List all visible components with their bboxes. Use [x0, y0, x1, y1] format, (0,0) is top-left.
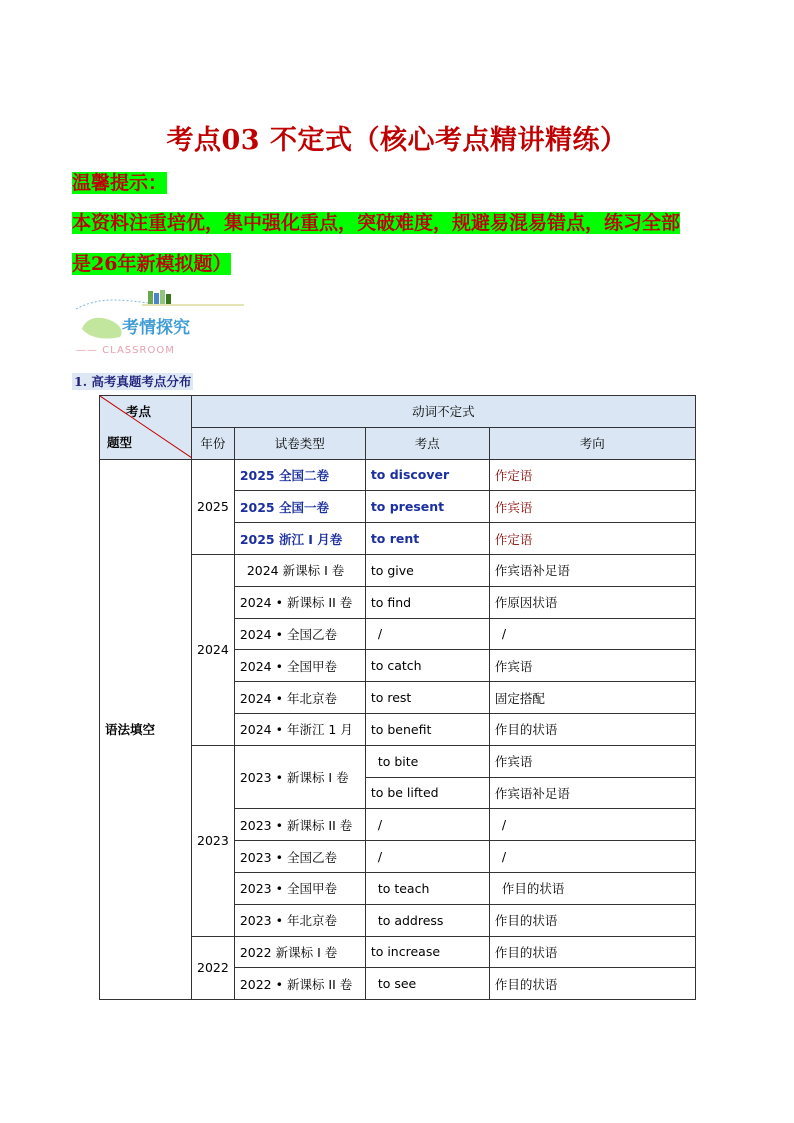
- direction-cell: 作定语: [489, 523, 695, 555]
- paper-cell: 2024 • 年浙江 1 月: [234, 713, 365, 745]
- direction-cell: 作目的状语: [489, 713, 695, 745]
- table-row: [100, 459, 696, 491]
- direction-cell: /: [489, 841, 695, 873]
- point-cell: /: [365, 809, 489, 841]
- tip-text-line1: 本资料注重培优，集中强化重点，突破难度，规避易混易错点，练习全部: [72, 212, 681, 234]
- paper-cell: 2023 • 年北京卷: [234, 904, 365, 936]
- direction-cell: /: [489, 809, 695, 841]
- paper-cell: 2025 浙江 I 月卷: [234, 523, 365, 555]
- point-cell: to teach: [365, 872, 489, 904]
- point-cell: to discover: [365, 459, 489, 491]
- direction-cell: 作宾语补足语: [489, 554, 695, 586]
- direction-cell: /: [489, 618, 695, 650]
- tip-label: 温馨提示：: [72, 172, 168, 194]
- paper-cell: 2023 • 全国甲卷: [234, 872, 365, 904]
- paper-cell: 2024 • 新课标 II 卷: [234, 586, 365, 618]
- paper-cell: 2022 新课标 I 卷: [234, 936, 365, 968]
- point-cell: to give: [365, 554, 489, 586]
- point-cell: /: [365, 618, 489, 650]
- group-header: 动词不定式: [192, 396, 696, 428]
- paper-cell: 2022 • 新课标 II 卷: [234, 968, 365, 1000]
- point-cell: to catch: [365, 650, 489, 682]
- category-cell: 语法填空: [100, 459, 192, 1000]
- tip-text-line2: 是26年新模拟题）: [72, 253, 232, 275]
- point-cell: to benefit: [365, 713, 489, 745]
- direction-cell: 作宾语: [489, 745, 695, 777]
- paper-cell: 2025 全国二卷: [234, 459, 365, 491]
- direction-cell: 作宾语: [489, 491, 695, 523]
- paper-cell: 2024 新课标 I 卷: [234, 554, 365, 586]
- year-cell: 2022: [192, 936, 235, 1000]
- direction-cell: 作定语: [489, 459, 695, 491]
- point-cell: to be lifted: [365, 777, 489, 809]
- year-cell: 2024: [192, 554, 235, 745]
- exam-points-table: [99, 395, 696, 1000]
- point-cell: to see: [365, 968, 489, 1000]
- col-header: 年份: [192, 427, 235, 459]
- paper-cell: 2024 • 全国乙卷: [234, 618, 365, 650]
- paper-cell: 2024 • 年北京卷: [234, 682, 365, 714]
- svg-text:—— CLASSROOM: —— CLASSROOM: [76, 345, 175, 356]
- svg-text:考情探究: 考情探究: [122, 318, 190, 338]
- point-cell: /: [365, 841, 489, 873]
- classroom-logo: [72, 287, 252, 357]
- point-cell: to find: [365, 586, 489, 618]
- direction-cell: 作宾语: [489, 650, 695, 682]
- col-header: 试卷类型: [234, 427, 365, 459]
- corner-cell: 考点 题型: [100, 396, 192, 460]
- page-title: 考点03 不定式（核心考点精讲精练）: [166, 125, 628, 156]
- direction-cell: 作目的状语: [489, 872, 695, 904]
- direction-cell: 作目的状语: [489, 904, 695, 936]
- col-header: 考点: [365, 427, 489, 459]
- point-cell: to bite: [365, 745, 489, 777]
- paper-cell: 2023 • 新课标 II 卷: [234, 809, 365, 841]
- point-cell: to rent: [365, 523, 489, 555]
- direction-cell: 固定搭配: [489, 682, 695, 714]
- year-cell: 2025: [192, 459, 235, 554]
- direction-cell: 作原因状语: [489, 586, 695, 618]
- point-cell: to rest: [365, 682, 489, 714]
- paper-cell: 2023 • 全国乙卷: [234, 841, 365, 873]
- direction-cell: 作目的状语: [489, 936, 695, 968]
- logo-graphic-icon: [72, 287, 252, 357]
- point-cell: to present: [365, 491, 489, 523]
- paper-cell: 2024 • 全国甲卷: [234, 650, 365, 682]
- paper-cell: 2023 • 新课标 I 卷: [234, 745, 365, 809]
- direction-cell: 作宾语补足语: [489, 777, 695, 809]
- point-cell: to increase: [365, 936, 489, 968]
- paper-cell: 2025 全国一卷: [234, 491, 365, 523]
- section-heading: 1. 高考真题考点分布: [74, 374, 192, 389]
- col-header: 考向: [489, 427, 695, 459]
- point-cell: to address: [365, 904, 489, 936]
- table-header-row-1: [100, 396, 696, 428]
- direction-cell: 作目的状语: [489, 968, 695, 1000]
- year-cell: 2023: [192, 745, 235, 936]
